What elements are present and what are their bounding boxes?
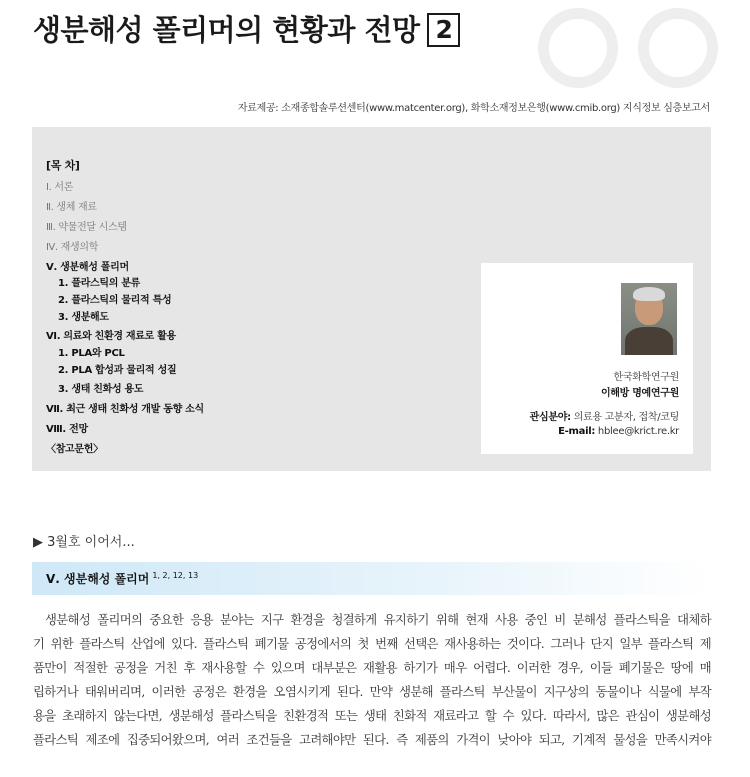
toc-subitem: 1. PLA와 PCL (58, 348, 125, 359)
body-text-line: 품만이 적절한 공정을 거친 후 재사용할 수 있으며 대부분은 재활용 하기가 매우 어렵다. 이러한 경우, 이들 폐기물은 땅에 매 (33, 661, 711, 675)
decorative-circle (638, 8, 718, 88)
author-photo (621, 283, 677, 355)
section-heading-bar (32, 562, 710, 595)
toc-item: 〈참고문헌〉 (46, 444, 103, 455)
body-text-line: 생분해성 폴리머의 중요한 응용 분야는 지구 환경을 청결하게 유지하기 위해 현재 사용 중인 비 분해성 플라스틱을 대체하 (45, 613, 711, 627)
toc-item: Ⅶ. 최근 생태 친화성 개발 동향 소식 (46, 404, 204, 415)
toc-item: Ⅵ. 의료와 친환경 재료로 활용 (46, 331, 176, 342)
decorative-circle (538, 8, 618, 88)
page-title (33, 8, 460, 49)
toc-subitem: 3. 생분해도 (58, 312, 109, 323)
part-number-badge: 2 (427, 13, 460, 47)
interests-value: 의료용 고분자, 접착/코팅 (573, 412, 679, 423)
source-credit: 자료제공: 소재종합솔루션센터(www.matcenter.org), 화학소재정보은행(www.cmib.org) 지식정보 심층보고서 (237, 103, 710, 114)
toc-subitem: 2. 플라스틱의 물리적 특성 (58, 295, 172, 306)
body-text-line: 플라스틱 제조에 집중되어왔으며, 여러 조건들을 고려해야만 된다. 즉 제품의 가격이 낮아야 되고, 기계적 물성을 만족시켜야 (33, 733, 711, 747)
title-text: 생분해성 폴리머의 현황과 전망 (33, 13, 420, 47)
section-references: 1, 2, 12, 13 (152, 571, 199, 580)
author-interests (530, 408, 679, 423)
toc-subitem: 2. PLA 합성과 물리적 성질 (58, 365, 177, 376)
author-name: 이해방 명예연구원 (600, 388, 679, 399)
author-email (558, 426, 679, 437)
section-heading-text: Ⅴ. 생분해성 폴리머 (46, 572, 150, 586)
toc-item-current: Ⅴ. 생분해성 폴리머 (46, 262, 129, 273)
email-value: hblee@krict.re.kr (597, 426, 679, 437)
section-heading (46, 570, 198, 587)
toc-item: Ⅱ. 생체 재료 (46, 202, 97, 213)
toc-heading: [목 차] (46, 159, 80, 172)
toc-item: Ⅰ. 서론 (46, 182, 74, 193)
body-text-line: 용을 초래하지 않는다면, 생분해성 플라스틱을 친환경적 또는 생태 친화적 재료라고 할 수 있다. 따라서, 많은 관심이 생분해성 (33, 709, 711, 723)
toc-subitem: 3. 생태 친화성 용도 (58, 384, 144, 395)
toc-item: Ⅷ. 전망 (46, 424, 88, 435)
toc-subitem: 1. 플라스틱의 분류 (58, 278, 141, 289)
email-label: E-mail: (558, 426, 596, 437)
author-card (481, 263, 693, 454)
toc-item: Ⅲ. 약물전달 시스템 (46, 222, 127, 233)
author-organization: 한국화학연구원 (613, 372, 679, 383)
interests-label: 관심분야: (529, 412, 571, 423)
toc-item: Ⅳ. 재생의학 (46, 242, 99, 253)
body-text-line: 립하거나 태워버리며, 이러한 공정은 환경을 오염시키게 된다. 만약 생분해 플라스틱 부산물이 지구상의 동물이나 식물에 부작 (33, 685, 711, 699)
body-text-line: 기 위한 플라스틱 산업에 있다. 플라스틱 폐기물 공정에서의 첫 번째 선택은 재사용하는 것이다. 그러나 단지 일부 플라스틱 제 (33, 637, 711, 651)
continued-note: ▶ 3월호 이어서... (33, 535, 135, 550)
